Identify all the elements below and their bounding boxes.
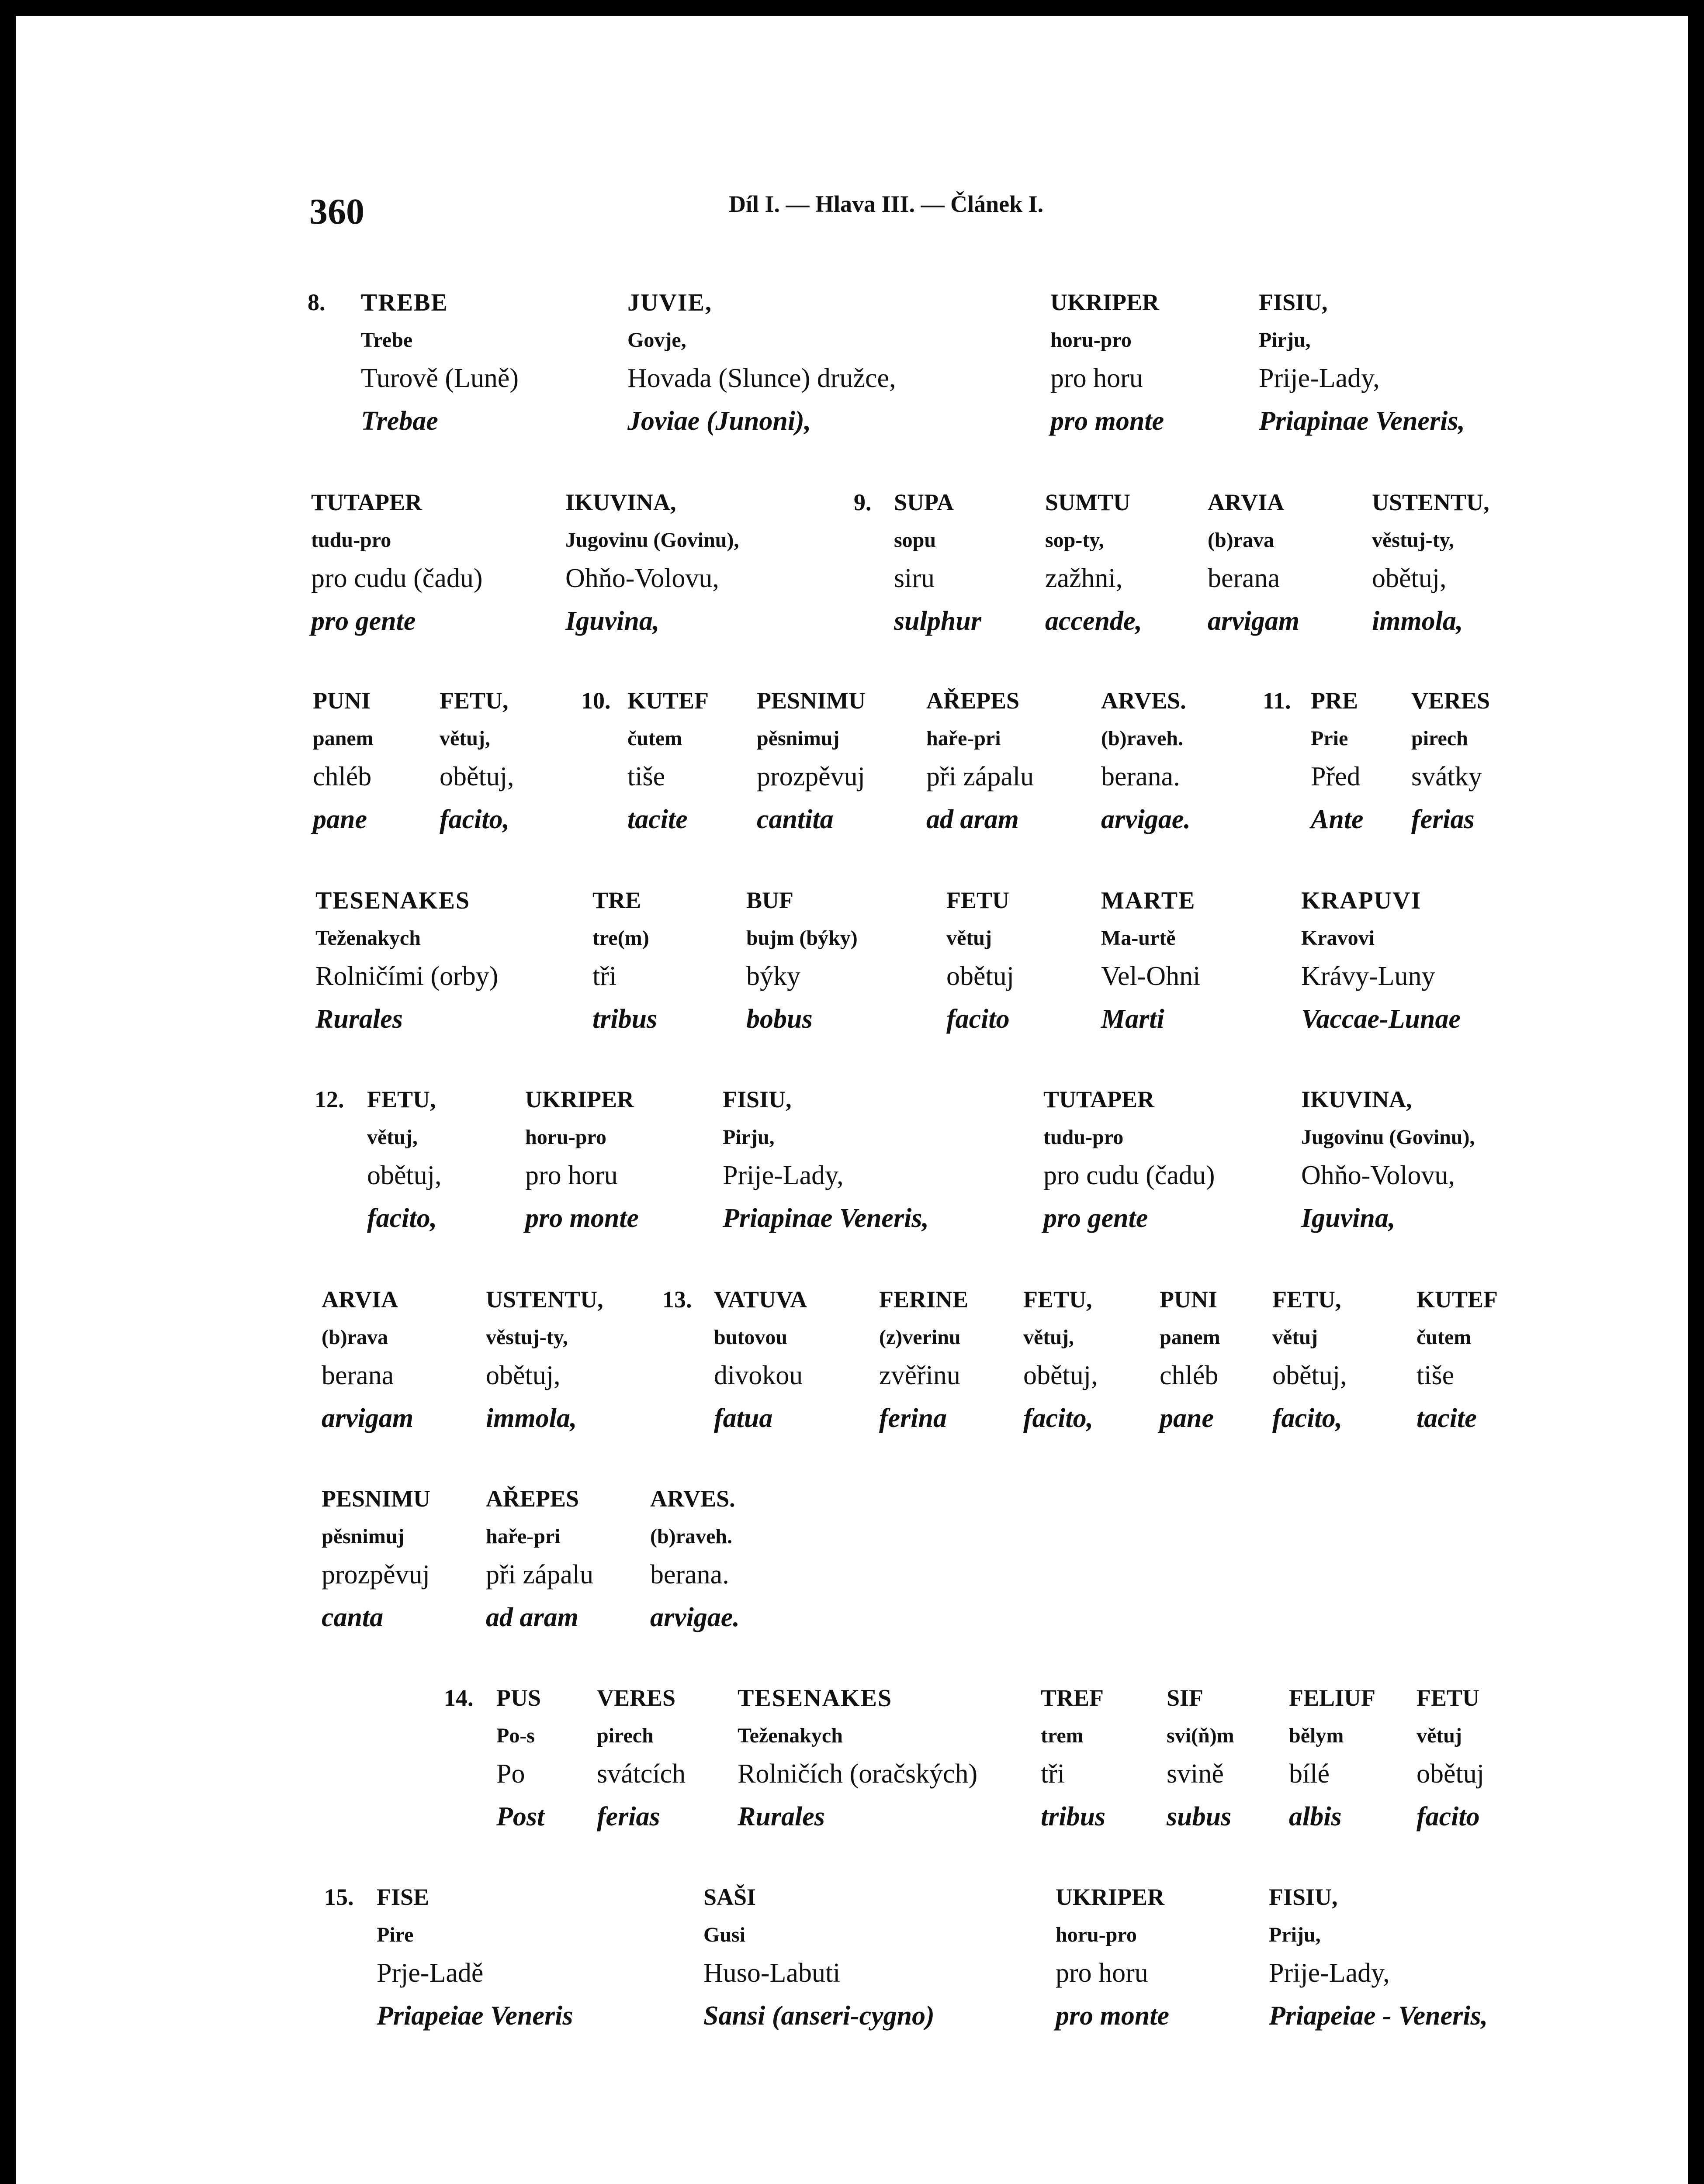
umbrian-word: SIF	[1167, 1685, 1204, 1711]
czech-translation: pro cudu (čadu)	[311, 563, 483, 593]
latin-translation: ad aram	[486, 1603, 578, 1632]
czech-translation: pro horu	[1050, 363, 1143, 393]
transliteration: Pire	[377, 1923, 414, 1946]
transliteration: pěsnimuj	[322, 1525, 405, 1548]
transliteration: věstuj-ty,	[1372, 529, 1454, 552]
latin-translation: Marti	[1101, 1004, 1164, 1034]
transliteration: větuj	[1417, 1724, 1462, 1747]
transliteration: (z)verinu	[879, 1326, 961, 1349]
umbrian-word: ARVIA	[1208, 489, 1285, 515]
transliteration: Gusi	[703, 1923, 746, 1946]
verse-number: 13.	[662, 1286, 692, 1313]
transliteration: (b)raveh.	[650, 1525, 732, 1548]
czech-translation: obětuj,	[367, 1161, 442, 1190]
verse-block-12	[16, 1086, 1688, 1261]
czech-translation: Turově (Luně)	[361, 363, 519, 393]
umbrian-word: FISIU,	[1259, 289, 1328, 315]
czech-translation: svátky	[1411, 762, 1482, 791]
transliteration: horu-pro	[1050, 328, 1132, 352]
umbrian-word: KRAPUVI	[1301, 887, 1422, 914]
latin-translation: pro monte	[1050, 406, 1164, 436]
umbrian-word: ARVES.	[650, 1486, 735, 1512]
czech-translation: chléb	[1160, 1361, 1219, 1390]
transliteration: (b)rava	[1208, 529, 1274, 552]
latin-translation: Iguvina,	[565, 606, 660, 636]
transliteration: trem	[1041, 1724, 1084, 1747]
transliteration: pirech	[1411, 727, 1468, 750]
latin-translation: facito,	[1023, 1403, 1094, 1433]
umbrian-word: FISIU,	[723, 1086, 792, 1113]
latin-translation: bobus	[746, 1004, 813, 1034]
umbrian-word: VERES	[597, 1685, 676, 1711]
czech-translation: Po	[496, 1759, 525, 1789]
umbrian-word: FETU,	[1023, 1286, 1092, 1313]
czech-translation: zažhni,	[1045, 563, 1123, 593]
latin-translation: Rurales	[315, 1004, 403, 1034]
transliteration: butovou	[714, 1326, 788, 1349]
czech-translation: pro horu	[525, 1161, 618, 1190]
verse-number: 10.	[581, 688, 611, 714]
latin-translation: ad aram	[926, 805, 1019, 834]
verse-number: 12.	[315, 1086, 344, 1113]
transliteration: tudu-pro	[1043, 1126, 1124, 1149]
transliteration: tre(m)	[592, 926, 649, 950]
transliteration: bujm (býky)	[746, 926, 858, 950]
page-number: 360	[309, 191, 364, 232]
latin-translation: pane	[313, 805, 367, 834]
latin-translation: Joviae (Junoni),	[627, 406, 811, 436]
umbrian-word: FETU,	[1272, 1286, 1341, 1313]
czech-translation: obětuj,	[1372, 563, 1447, 593]
latin-translation: pro monte	[1056, 2001, 1170, 2031]
umbrian-word: VATUVA	[714, 1286, 807, 1313]
umbrian-word: MARTE	[1101, 887, 1196, 914]
umbrian-word: USTENTU,	[1372, 489, 1489, 515]
czech-translation: při zápalu	[486, 1560, 594, 1590]
latin-translation: pane	[1160, 1403, 1214, 1433]
umbrian-word: TRE	[592, 887, 641, 913]
transliteration: pirech	[597, 1724, 654, 1747]
umbrian-word: JUVIE,	[627, 289, 713, 316]
latin-translation: tribus	[592, 1004, 658, 1034]
umbrian-word: PUNI	[313, 688, 371, 714]
czech-translation: siru	[894, 563, 935, 593]
czech-translation: prozpěvuj	[322, 1560, 430, 1590]
latin-translation: ferias	[1411, 805, 1475, 834]
czech-translation: prozpěvuj	[757, 762, 865, 791]
czech-translation: býky	[746, 961, 800, 991]
latin-translation: arvigam	[1208, 606, 1300, 636]
verse-block-10-cont	[16, 887, 1688, 1061]
czech-translation: tři	[1041, 1759, 1065, 1789]
transliteration: větuj,	[1023, 1326, 1074, 1349]
umbrian-word: SUMTU	[1045, 489, 1131, 515]
verse-block-13	[16, 1286, 1688, 1461]
latin-translation: arvigae.	[1101, 805, 1191, 834]
umbrian-word: TESENAKES	[315, 887, 471, 914]
verse-block-13-cont	[16, 1485, 1688, 1660]
transliteration: Kravovi	[1301, 926, 1375, 950]
transliteration: horu-pro	[525, 1126, 606, 1149]
umbrian-word: SUPA	[894, 489, 954, 515]
latin-translation: albis	[1289, 1802, 1342, 1832]
latin-translation: arvigae.	[650, 1603, 740, 1632]
czech-translation: zvěřinu	[879, 1361, 960, 1390]
document-page	[16, 16, 1688, 2184]
czech-translation: tři	[592, 961, 617, 991]
umbrian-word: FISE	[377, 1884, 429, 1910]
verse-block-10-11	[16, 687, 1688, 862]
umbrian-word: IKUVINA,	[1301, 1086, 1412, 1113]
czech-translation: svátcích	[597, 1759, 686, 1789]
czech-translation: svině	[1167, 1759, 1224, 1789]
transliteration: Jugovinu (Govinu),	[1301, 1126, 1475, 1149]
latin-translation: Priapinae Veneris,	[723, 1203, 929, 1233]
latin-translation: pro gente	[1043, 1203, 1148, 1233]
umbrian-word: TESENAKES	[738, 1685, 893, 1712]
latin-translation: Priapeiae Veneris	[377, 2001, 573, 2031]
czech-translation: Před	[1311, 762, 1361, 791]
latin-translation: immola,	[486, 1403, 577, 1433]
latin-translation: Iguvina,	[1301, 1203, 1396, 1233]
latin-translation: immola,	[1372, 606, 1463, 636]
verse-number: 15.	[324, 1884, 354, 1910]
transliteration: Teženakych	[738, 1724, 843, 1747]
umbrian-word: ARVIA	[322, 1286, 398, 1313]
umbrian-word: TUTAPER	[311, 489, 423, 515]
transliteration: (b)raveh.	[1101, 727, 1183, 750]
czech-translation: berana	[322, 1361, 394, 1390]
umbrian-word: PUNI	[1160, 1286, 1217, 1313]
latin-translation: Priapinae Veneris,	[1259, 406, 1465, 436]
czech-translation: pro cudu (čadu)	[1043, 1161, 1215, 1190]
umbrian-word: BUF	[746, 887, 793, 913]
latin-translation: subus	[1167, 1802, 1232, 1832]
transliteration: čutem	[627, 727, 682, 750]
latin-translation: tribus	[1041, 1802, 1106, 1832]
latin-translation: ferina	[879, 1403, 947, 1433]
latin-translation: fatua	[714, 1403, 773, 1433]
czech-translation: berana	[1208, 563, 1280, 593]
umbrian-word: VERES	[1411, 688, 1490, 714]
czech-translation: divokou	[714, 1361, 803, 1390]
czech-translation: Ohňo-Volovu,	[565, 563, 719, 593]
umbrian-word: TREBE	[361, 289, 448, 316]
umbrian-word: IKUVINA,	[565, 489, 676, 515]
umbrian-word: FETU	[946, 887, 1010, 913]
czech-translation: berana.	[1101, 762, 1180, 791]
umbrian-word: PUS	[496, 1685, 541, 1711]
transliteration: Prie	[1311, 727, 1348, 750]
verse-block-15	[16, 1883, 1688, 2058]
latin-translation: Priapeiae - Veneris,	[1269, 2001, 1488, 2031]
transliteration: větuj,	[367, 1126, 418, 1149]
transliteration: Teženakych	[315, 926, 421, 950]
czech-translation: Prije-Lady,	[1269, 1958, 1390, 1988]
transliteration: Po-s	[496, 1724, 535, 1747]
czech-translation: Prije-Lady,	[1259, 363, 1380, 393]
umbrian-word: UKRIPER	[1050, 289, 1160, 315]
umbrian-word: AŘEPES	[486, 1486, 579, 1512]
umbrian-word: AŘEPES	[926, 688, 1020, 714]
umbrian-word: UKRIPER	[525, 1086, 634, 1113]
transliteration: pěsnimuj	[757, 727, 840, 750]
verse-number: 9.	[854, 489, 872, 515]
transliteration: Ma-urtě	[1101, 926, 1176, 950]
verse-block-9	[16, 489, 1688, 663]
umbrian-word: ARVES.	[1101, 688, 1186, 714]
transliteration: větuj	[946, 926, 992, 950]
umbrian-word: FISIU,	[1269, 1884, 1338, 1910]
transliteration: sop-ty,	[1045, 529, 1104, 552]
czech-translation: obětuj,	[1023, 1361, 1098, 1390]
latin-translation: Sansi (anseri-cygno)	[703, 2001, 935, 2031]
czech-translation: Prije-Lady,	[723, 1161, 844, 1190]
umbrian-word: PESNIMU	[322, 1486, 431, 1512]
transliteration: (b)rava	[322, 1326, 388, 1349]
latin-translation: cantita	[757, 805, 834, 834]
czech-translation: Rolničími (orby)	[315, 961, 499, 991]
transliteration: svi(ň)m	[1167, 1724, 1234, 1747]
czech-translation: tiše	[627, 762, 665, 791]
umbrian-word: FETU	[1417, 1685, 1480, 1711]
transliteration: čutem	[1417, 1326, 1472, 1349]
umbrian-word: USTENTU,	[486, 1286, 603, 1313]
czech-translation: obětuj,	[486, 1361, 561, 1390]
verse-block-8	[16, 289, 1688, 463]
latin-translation: ferias	[597, 1802, 660, 1832]
latin-translation: canta	[322, 1603, 384, 1632]
latin-translation: facito	[1417, 1802, 1480, 1832]
latin-translation: Vaccae-Lunae	[1301, 1004, 1461, 1034]
transliteration: horu-pro	[1056, 1923, 1137, 1946]
transliteration: panem	[313, 727, 374, 750]
latin-translation: tacite	[1417, 1403, 1477, 1433]
transliteration: věstuj-ty,	[486, 1326, 568, 1349]
latin-translation: Ante	[1311, 805, 1364, 834]
transliteration: větuj	[1272, 1326, 1318, 1349]
latin-translation: Rurales	[738, 1802, 825, 1832]
latin-translation: sulphur	[894, 606, 981, 636]
latin-translation: arvigam	[322, 1403, 414, 1433]
umbrian-word: FERINE	[879, 1286, 969, 1313]
latin-translation: facito,	[367, 1203, 437, 1233]
umbrian-word: FETU,	[367, 1086, 436, 1113]
czech-translation: obětuj,	[1272, 1361, 1347, 1390]
latin-translation: Post	[496, 1802, 545, 1832]
czech-translation: Vel-Ohni	[1101, 961, 1201, 991]
transliteration: haře-pri	[926, 727, 1001, 750]
umbrian-word: FELIUF	[1289, 1685, 1376, 1711]
latin-translation: facito	[946, 1004, 1010, 1034]
czech-translation: Hovada (Slunce) družce,	[627, 363, 896, 393]
verse-block-14	[16, 1684, 1688, 1859]
umbrian-word: KUTEF	[1417, 1286, 1498, 1313]
umbrian-word: TUTAPER	[1043, 1086, 1155, 1113]
umbrian-word: PESNIMU	[757, 688, 866, 714]
czech-translation: Prje-Ladě	[377, 1958, 484, 1988]
running-title: Díl I. — Hlava III. — Článek I.	[729, 191, 1044, 217]
transliteration: Trebe	[361, 328, 413, 352]
czech-translation: Krávy-Luny	[1301, 961, 1435, 991]
transliteration: tudu-pro	[311, 529, 391, 552]
verse-number: 8.	[308, 289, 326, 315]
transliteration: bělym	[1289, 1724, 1344, 1747]
transliteration: sopu	[894, 529, 936, 552]
umbrian-word: FETU,	[440, 688, 509, 714]
latin-translation: pro monte	[525, 1203, 639, 1233]
czech-translation: chléb	[313, 762, 372, 791]
latin-translation: pro gente	[311, 606, 416, 636]
latin-translation: accende,	[1045, 606, 1143, 636]
czech-translation: obětuj	[1417, 1759, 1484, 1789]
transliteration: Pirju,	[1259, 328, 1311, 352]
czech-translation: Rolničích (oračských)	[738, 1759, 978, 1789]
transliteration: haře-pri	[486, 1525, 561, 1548]
transliteration: panem	[1160, 1326, 1220, 1349]
latin-translation: tacite	[627, 805, 688, 834]
transliteration: Govje,	[627, 328, 686, 352]
czech-translation: pro horu	[1056, 1958, 1148, 1988]
umbrian-word: KUTEF	[627, 688, 709, 714]
czech-translation: obětuj,	[440, 762, 514, 791]
czech-translation: tiše	[1417, 1361, 1455, 1390]
latin-translation: Trebae	[361, 406, 438, 436]
umbrian-word: UKRIPER	[1056, 1884, 1165, 1910]
czech-translation: berana.	[650, 1560, 729, 1590]
latin-translation: facito,	[440, 805, 510, 834]
czech-translation: obětuj	[946, 961, 1014, 991]
transliteration: větuj,	[440, 727, 490, 750]
czech-translation: Ohňo-Volovu,	[1301, 1161, 1455, 1190]
czech-translation: Huso-Labuti	[703, 1958, 841, 1988]
umbrian-word: SAŠI	[703, 1884, 756, 1910]
umbrian-word: TREF	[1041, 1685, 1104, 1711]
czech-translation: bílé	[1289, 1759, 1330, 1789]
verse-number: 14.	[444, 1685, 474, 1711]
transliteration: Jugovinu (Govinu),	[565, 529, 739, 552]
transliteration: Pirju,	[723, 1126, 775, 1149]
latin-translation: facito,	[1272, 1403, 1343, 1433]
czech-translation: při zápalu	[926, 762, 1034, 791]
umbrian-word: PRE	[1311, 688, 1358, 714]
verse-number: 11.	[1263, 688, 1291, 714]
transliteration: Priju,	[1269, 1923, 1321, 1946]
